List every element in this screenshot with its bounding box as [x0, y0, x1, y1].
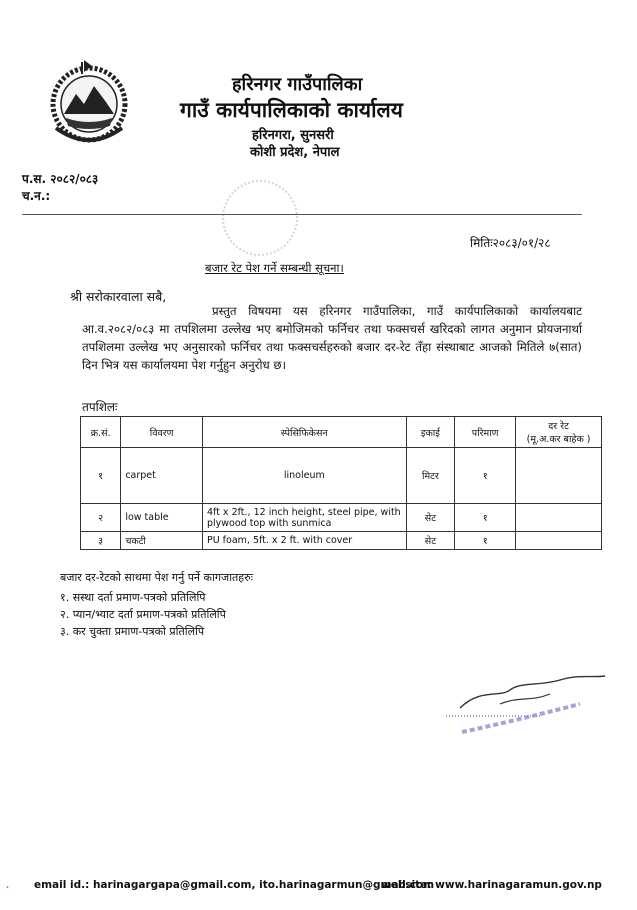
nepal-government-emblem-icon — [44, 56, 134, 148]
office-province: कोशी प्रदेश, नेपाल — [250, 145, 340, 160]
row-rate — [516, 504, 602, 532]
row-sn: १ — [81, 448, 121, 504]
salutation: श्री सरोकारवाला सबै, — [70, 289, 167, 304]
documents-heading: बजार दर-रेटको साथमा पेश गर्नु पर्ने कागजातहरुः — [60, 571, 253, 584]
row-sn: ३ — [81, 532, 121, 550]
row-specification: 4ft x 2ft., 12 inch height, steel pipe, with plywood top with sunmica — [202, 504, 406, 532]
header-unit: इकाई — [406, 417, 455, 448]
municipality-name: हरिनगर गाउँपालिका — [232, 74, 363, 95]
header-rate — [516, 417, 602, 448]
row-description: low table — [121, 504, 203, 532]
row-rate — [516, 448, 602, 504]
documents-list — [60, 589, 226, 640]
body-paragraph: प्रस्तुत विषयमा यस हरिनगर गाउँपालिका, गाउँ कार्यपालिकाको कार्यालयबाट आ.व.२०८२/०८३ मा तपशिलमा उल्लेख भए बमोजिमको फर्निचर तथा फक्सचर्स खरिदको लागत अनुमान प्रोयजनार्था तपशिलमा उल्लेख भए अनुसारको फर्निचर तथा फक्सचर्सहरुको बजार दर-रेट तँहा संस्थाबाट आजको मितिले ७(सात) दिन भित्र यस कार्यालयमा पेश गर्नुहुन अनुरोध छ। — [82, 304, 582, 372]
header-divider — [22, 214, 582, 215]
items-table — [80, 416, 602, 550]
row-unit: सेट — [406, 532, 455, 550]
header-description: विवरण — [121, 417, 203, 448]
table-row — [81, 448, 602, 504]
row-specification: PU foam, 5ft. x 2 ft. with cover — [202, 532, 406, 550]
table-row — [81, 504, 602, 532]
header-rate-line2: (मू.अ.कर बाहेक ) — [526, 434, 591, 445]
row-sn: २ — [81, 504, 121, 532]
row-unit: सेट — [406, 504, 455, 532]
footer-email: email id.: harinagargapa@gmail.com, ito.harinagarmun@gmail.com — [34, 879, 435, 891]
signature-stamp-icon — [440, 668, 610, 738]
faded-stamp — [222, 180, 298, 256]
row-quantity: १ — [455, 532, 516, 550]
row-description: carpet — [121, 448, 203, 504]
list-item: २. प्यान/भ्याट दर्ता प्रमाण-पत्रको प्रतिलिपि — [60, 608, 226, 621]
row-rate — [516, 532, 602, 550]
patra-sankhya: प.स. २०८२/०८३ — [22, 172, 99, 186]
margin-mark: ˛ — [5, 878, 10, 889]
table-row — [81, 532, 602, 550]
list-item: १. सस्था दर्ता प्रमाण-पत्रको प्रतिलिपि — [60, 591, 206, 604]
letter-subject: बजार रेट पेश गर्ने सम्बन्धी सूचना। — [205, 261, 344, 275]
row-specification: linoleum — [202, 448, 406, 504]
office-name: गाउँ कार्यपालिकाको कार्यालय — [180, 98, 403, 122]
header-sn: क्र.सं. — [81, 417, 121, 448]
header-rate-line1: दर रेट — [548, 421, 569, 432]
row-unit: मिटर — [406, 448, 455, 504]
row-quantity: १ — [455, 448, 516, 504]
footer-website: website: www.harinagaramun.gov.np — [381, 879, 602, 891]
row-description: चकटी — [121, 532, 203, 550]
header-quantity: परिमाण — [455, 417, 516, 448]
header-specification: स्पेसिफिकेसन — [202, 417, 406, 448]
chalani-number: च.न.: — [22, 189, 51, 203]
row-quantity: १ — [455, 504, 516, 532]
table-header-row — [81, 417, 602, 448]
list-item: ३. कर चुक्ता प्रमाण-पत्रको प्रतिलिपि — [60, 625, 205, 638]
table-heading: तपशिलः — [82, 400, 118, 414]
office-address: हरिनगरा, सुनसरी — [252, 128, 334, 143]
letter-date: मितिः२०८३/०१/२८ — [470, 236, 551, 250]
